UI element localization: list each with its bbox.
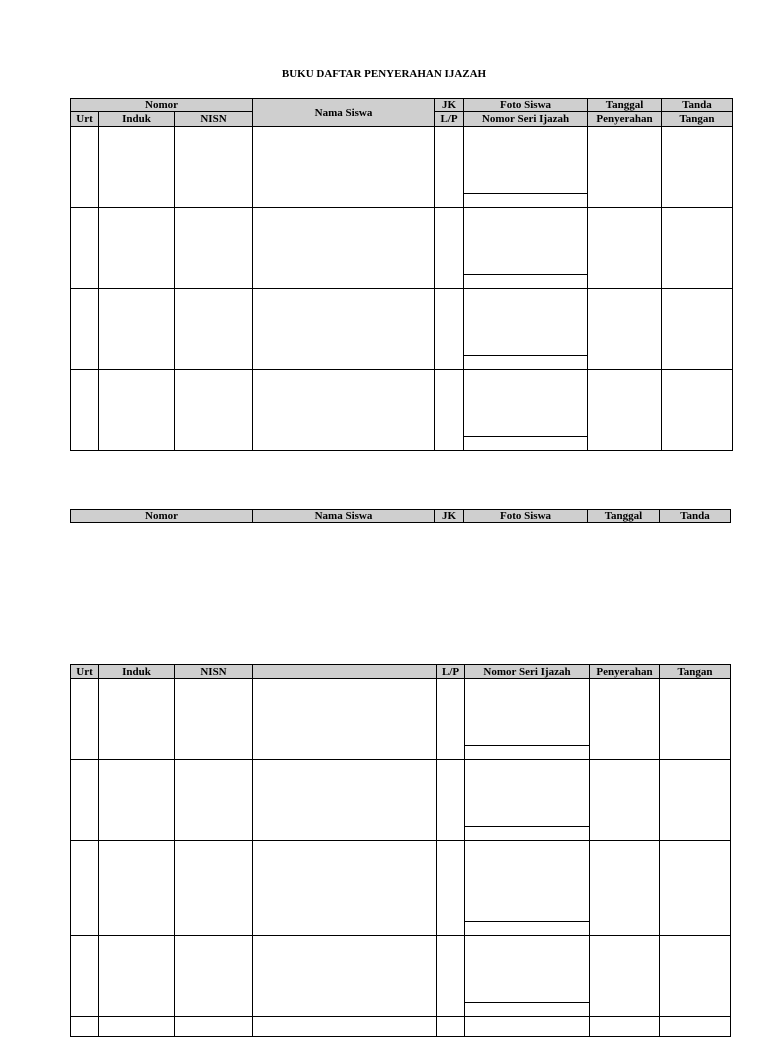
induk-cell[interactable] (99, 760, 175, 841)
serial-number-box[interactable] (465, 921, 589, 935)
signature-cell[interactable] (660, 760, 731, 841)
nama-siswa-cell[interactable] (253, 1017, 437, 1037)
induk-cell[interactable] (99, 1017, 175, 1037)
header-nomor: Nomor (71, 510, 253, 523)
nisn-cell[interactable] (175, 1017, 253, 1037)
register-table-3 (70, 664, 731, 1037)
photo-cell[interactable] (465, 841, 590, 936)
jk-cell[interactable] (437, 1017, 465, 1037)
urt-cell[interactable] (71, 208, 99, 289)
urt-cell[interactable] (71, 936, 99, 1017)
header-penyerahan: Penyerahan (588, 112, 662, 127)
nisn-cell[interactable] (175, 679, 253, 760)
table-row (71, 679, 731, 760)
jk-cell[interactable] (437, 936, 465, 1017)
urt-cell[interactable] (71, 289, 99, 370)
header-nisn: NISN (175, 112, 253, 127)
nama-siswa-cell[interactable] (253, 679, 437, 760)
jk-cell[interactable] (437, 841, 465, 936)
signature-cell[interactable] (660, 679, 731, 760)
header-nama-siswa: Nama Siswa (253, 510, 435, 523)
signature-cell[interactable] (662, 127, 733, 208)
signature-cell[interactable] (660, 1017, 731, 1037)
signature-cell[interactable] (662, 208, 733, 289)
nisn-cell[interactable] (175, 936, 253, 1017)
tanggal-cell[interactable] (590, 1017, 660, 1037)
header-induk: Induk (99, 665, 175, 679)
header-tanggal: Tanggal (588, 99, 662, 112)
header-foto-siswa: Foto Siswa (464, 99, 588, 112)
jk-cell[interactable] (435, 127, 464, 208)
table-row (71, 208, 733, 289)
tanggal-cell[interactable] (590, 679, 660, 760)
register-table-2-header (70, 509, 731, 523)
header-nomor: Nomor (71, 99, 253, 112)
header-jk: JK (435, 99, 464, 112)
nama-siswa-cell[interactable] (253, 760, 437, 841)
jk-cell[interactable] (437, 679, 465, 760)
serial-number-box[interactable] (465, 1002, 589, 1016)
signature-cell[interactable] (660, 936, 731, 1017)
urt-cell[interactable] (71, 841, 99, 936)
urt-cell[interactable] (71, 370, 99, 451)
header-nama-blank (253, 665, 437, 679)
nama-siswa-cell[interactable] (253, 289, 435, 370)
table-row (71, 289, 733, 370)
induk-cell[interactable] (99, 936, 175, 1017)
header-tanda: Tanda (662, 99, 733, 112)
photo-cell[interactable] (464, 289, 588, 370)
signature-cell[interactable] (660, 841, 731, 936)
tanggal-cell[interactable] (588, 289, 662, 370)
header-nomor-seri: Nomor Seri Ijazah (464, 112, 588, 127)
serial-number-box[interactable] (464, 193, 587, 207)
header-tanggal: Tanggal (588, 510, 660, 523)
nama-siswa-cell[interactable] (253, 841, 437, 936)
table-row (71, 127, 733, 208)
induk-cell[interactable] (99, 289, 175, 370)
header-nisn: NISN (175, 665, 253, 679)
header-urt: Urt (71, 665, 99, 679)
urt-cell[interactable] (71, 1017, 99, 1037)
header-foto-siswa: Foto Siswa (464, 510, 588, 523)
nisn-cell[interactable] (175, 208, 253, 289)
photo-cell[interactable] (464, 208, 588, 289)
header-lp: L/P (435, 112, 464, 127)
signature-cell[interactable] (662, 289, 733, 370)
serial-number-box[interactable] (464, 355, 587, 369)
header-nomor-seri: Nomor Seri Ijazah (465, 665, 590, 679)
urt-cell[interactable] (71, 760, 99, 841)
nisn-cell[interactable] (175, 370, 253, 451)
induk-cell[interactable] (99, 841, 175, 936)
document-title: BUKU DAFTAR PENYERAHAN IJAZAH (281, 68, 487, 80)
tanggal-cell[interactable] (590, 936, 660, 1017)
jk-cell[interactable] (437, 760, 465, 841)
induk-cell[interactable] (99, 679, 175, 760)
photo-cell[interactable] (465, 760, 590, 841)
table-row (71, 936, 731, 1017)
header-jk: JK (435, 510, 464, 523)
serial-number-box[interactable] (464, 274, 587, 288)
header-tanda: Tanda (660, 510, 731, 523)
signature-cell[interactable] (662, 370, 733, 451)
photo-cell[interactable] (464, 370, 588, 451)
nisn-cell[interactable] (175, 127, 253, 208)
nama-siswa-cell[interactable] (253, 370, 435, 451)
tanggal-cell[interactable] (588, 127, 662, 208)
table-row (71, 760, 731, 841)
header-tangan: Tangan (660, 665, 731, 679)
tanggal-cell[interactable] (590, 760, 660, 841)
table-row (71, 1017, 731, 1037)
table-row (71, 841, 731, 936)
nama-siswa-cell[interactable] (253, 208, 435, 289)
serial-number-box[interactable] (465, 826, 589, 840)
tanggal-cell[interactable] (590, 841, 660, 936)
header-urt: Urt (71, 112, 99, 127)
header-lp: L/P (437, 665, 465, 679)
photo-cell[interactable] (465, 936, 590, 1017)
header-penyerahan: Penyerahan (590, 665, 660, 679)
nama-siswa-cell[interactable] (253, 936, 437, 1017)
nisn-cell[interactable] (175, 289, 253, 370)
table-row (71, 370, 733, 451)
photo-cell[interactable] (465, 1017, 590, 1037)
tanggal-cell[interactable] (588, 208, 662, 289)
register-table-1 (70, 98, 733, 451)
induk-cell[interactable] (99, 370, 175, 451)
photo-cell[interactable] (465, 679, 590, 760)
header-tangan: Tangan (662, 112, 733, 127)
header-nama-siswa: Nama Siswa (253, 99, 435, 127)
jk-cell[interactable] (435, 208, 464, 289)
urt-cell[interactable] (71, 127, 99, 208)
serial-number-box[interactable] (464, 436, 587, 450)
nisn-cell[interactable] (175, 841, 253, 936)
induk-cell[interactable] (99, 127, 175, 208)
header-induk: Induk (99, 112, 175, 127)
serial-number-box[interactable] (465, 745, 589, 759)
tanggal-cell[interactable] (588, 370, 662, 451)
jk-cell[interactable] (435, 370, 464, 451)
photo-cell[interactable] (464, 127, 588, 208)
nisn-cell[interactable] (175, 760, 253, 841)
urt-cell[interactable] (71, 679, 99, 760)
nama-siswa-cell[interactable] (253, 127, 435, 208)
induk-cell[interactable] (99, 208, 175, 289)
jk-cell[interactable] (435, 289, 464, 370)
